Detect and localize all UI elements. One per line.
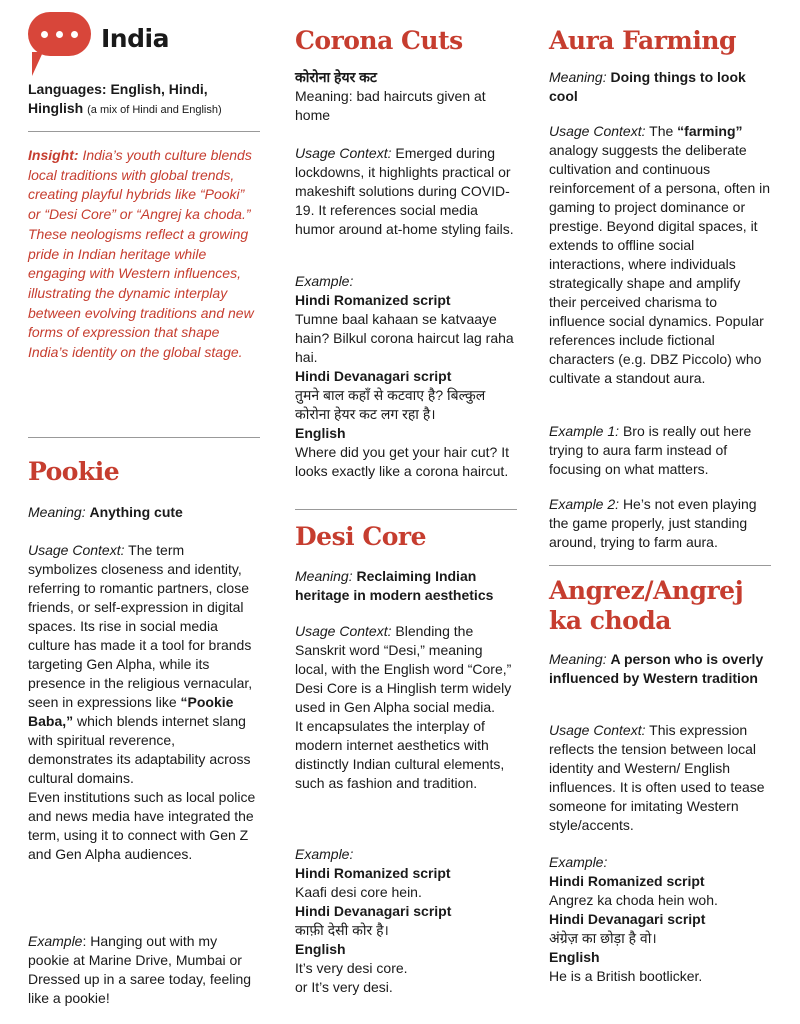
divider xyxy=(28,131,260,132)
usage-label: Usage Context: xyxy=(295,623,392,639)
meaning-value: A person who is overly influenced by Western tradition xyxy=(549,651,764,686)
usage-label: Usage Context: xyxy=(28,542,125,558)
devanagari-text: काफ़ी देसी कोर है। xyxy=(295,922,389,938)
desi-example xyxy=(295,845,517,997)
hindi-title: कोरोना हेयर कट xyxy=(295,69,377,85)
romanized-label: Hindi Romanized script xyxy=(295,292,451,308)
desi-title: Desi Core xyxy=(295,522,427,551)
example-label: Example 2: xyxy=(549,496,620,512)
desi-meaning xyxy=(295,567,517,605)
english-label: English xyxy=(295,941,346,957)
usage-text: analogy suggests the deliberate cultivation and continuous reinforcement of a persona, often in gaming to project dominance or prestige. Beyond digital spaces, it extends to offline social interactions, where individuals strategically shape and amplify their perceived charisma to influence social dynamics. Popular references include fictional characters (e.g. DBZ Piccolo) who cultivate a standout aura. xyxy=(549,142,771,386)
example-text: Bro is really out here trying to aura farm instead of focusing on what matters. xyxy=(549,423,752,477)
angrez-title xyxy=(549,576,771,636)
chat-bubble-icon xyxy=(28,12,91,56)
pookie-title: Pookie xyxy=(28,457,120,486)
meaning-value: Doing things to look cool xyxy=(549,69,746,104)
devanagari-text: अंग्रेज़ का छोड़ा है वो। xyxy=(549,930,657,946)
aura-usage xyxy=(549,122,771,388)
english-text: Where did you get your hair cut? It looks exactly like a corona haircut. xyxy=(295,444,509,479)
corona-example xyxy=(295,272,517,481)
romanized-text: Kaafi desi core hein. xyxy=(295,884,422,900)
example-text: He’s not even playing the game properly, just standing around, trying to farm aura. xyxy=(549,496,757,550)
angrez-title-line-2: ka choda xyxy=(549,606,671,635)
desi-usage xyxy=(295,622,517,793)
usage-text: Blending the Sanskrit word “Desi,” meaning local, with the English word “Core,” Desi Core is a Hinglish term widely used in Gen Alpha social media. xyxy=(295,623,512,715)
angrez-usage xyxy=(549,721,771,835)
insight-paragraph xyxy=(28,146,260,363)
romanized-text: Angrez ka choda hein woh. xyxy=(549,892,718,908)
languages-label: Languages: English, Hindi, xyxy=(28,81,208,97)
usage-pre: The xyxy=(649,123,674,139)
english-label: English xyxy=(295,425,346,441)
corona-title: Corona Cuts xyxy=(295,26,463,55)
insight-label: Insight: xyxy=(28,147,79,163)
example-text: : Hanging out with my pookie at Marine Drive, Mumbai or Dressed up in a saree today, feeling like a pookie! xyxy=(28,933,252,1006)
usage-text: Emerged during lockdowns, it highlights practical or makeshift solutions during COVID-19. It references social media humor around at-home styling fails. xyxy=(295,145,514,237)
meaning-value: Reclaiming Indian heritage in modern aesthetics xyxy=(295,568,494,603)
usage-bold: “farming” xyxy=(677,123,743,139)
divider xyxy=(549,565,771,566)
usage-label: Usage Context: xyxy=(549,722,646,738)
romanized-text: Tumne baal kahaan se katvaaye hain? Bilkul corona haircut lag raha hai. xyxy=(295,311,514,365)
romanized-label: Hindi Romanized script xyxy=(549,873,705,889)
divider xyxy=(28,437,260,438)
romanized-label: Hindi Romanized script xyxy=(295,865,451,881)
example-label: Example xyxy=(28,933,83,949)
languages-hinglish: Hinglish xyxy=(28,100,84,116)
usage-para-2: Even institutions such as local police and news media have integrated the term, using it to connect with Gen Z and Gen Alpha audiences. xyxy=(28,789,256,862)
example-label: Example: xyxy=(295,846,354,862)
meaning-label: Meaning: xyxy=(549,69,607,85)
usage-label: Usage Context: xyxy=(549,123,646,139)
usage-para-2: It encapsulates the interplay of modern internet aesthetics with distinctly Indian cultural elements, such as fashion and tradition. xyxy=(295,718,505,791)
corona-meaning xyxy=(295,68,517,125)
languages-note: (a mix of Hindi and English) xyxy=(87,104,222,116)
meaning-text: Meaning: bad haircuts given at home xyxy=(295,88,486,123)
usage-bold: “Pookie Baba,” xyxy=(28,694,234,729)
usage-text: The term symbolizes closeness and identity, referring to romantic partners, close friends, or self-expression in digital spaces. Its rise in social media culture has made it a tool for brands targeting Gen Alpha, while its presence in the religious vernacular, seen in expressions like xyxy=(28,542,253,710)
devanagari-label: Hindi Devanagari script xyxy=(295,903,452,919)
usage-label: Usage Context: xyxy=(295,145,392,161)
angrez-meaning xyxy=(549,650,771,688)
corona-usage xyxy=(295,144,517,239)
country-title: India xyxy=(101,24,169,53)
angrez-title-line-1: Angrez/Angrej xyxy=(549,576,744,605)
meaning-value: Anything cute xyxy=(89,504,183,520)
usage-text: This expression reflects the tension between local identity and Western/ English influences. It is often used to tease someone for imitating Western style/accents. xyxy=(549,722,765,833)
example-label: Example: xyxy=(549,854,608,870)
usage-text-2: which blends internet slang with spiritual reverence, demonstrates its adaptability across cultural domains. xyxy=(28,713,251,786)
aura-example-2 xyxy=(549,495,771,552)
english-text-1: It’s very desi core. xyxy=(295,960,408,976)
devanagari-text: तुमने बाल कहाँ से कटवाए है? बिल्कुल कोरोना हेयर कट लग रहा है। xyxy=(295,387,486,422)
aura-title: Aura Farming xyxy=(549,26,737,55)
example-label: Example: xyxy=(295,273,354,289)
english-text: He is a British bootlicker. xyxy=(549,968,703,984)
devanagari-label: Hindi Devanagari script xyxy=(549,911,706,927)
insight-text: India’s youth culture blends local traditions with global trends, creating playful hybrids like “Pooki” or “Desi Core” or “Angrej ka choda.” These neologisms reflect a growing pride in Indian heritage while engaging with Western influences, illustrating the dynamic interplay between evolving traditions and new forms of expression that shape India’s identity on the global stage. xyxy=(28,147,254,361)
meaning-label: Meaning: xyxy=(295,568,353,584)
english-label: English xyxy=(549,949,600,965)
meaning-label: Meaning: xyxy=(549,651,607,667)
pookie-example xyxy=(28,932,256,1008)
devanagari-label: Hindi Devanagari script xyxy=(295,368,452,384)
english-text-2: or It’s very desi. xyxy=(295,979,393,995)
meaning-label: Meaning: xyxy=(28,504,86,520)
angrez-example xyxy=(549,853,771,986)
pookie-meaning xyxy=(28,503,260,522)
divider xyxy=(295,509,517,510)
languages-block xyxy=(28,80,268,120)
example-label: Example 1: xyxy=(549,423,620,439)
pookie-usage xyxy=(28,541,256,864)
aura-meaning xyxy=(549,68,771,106)
aura-example-1 xyxy=(549,422,771,479)
